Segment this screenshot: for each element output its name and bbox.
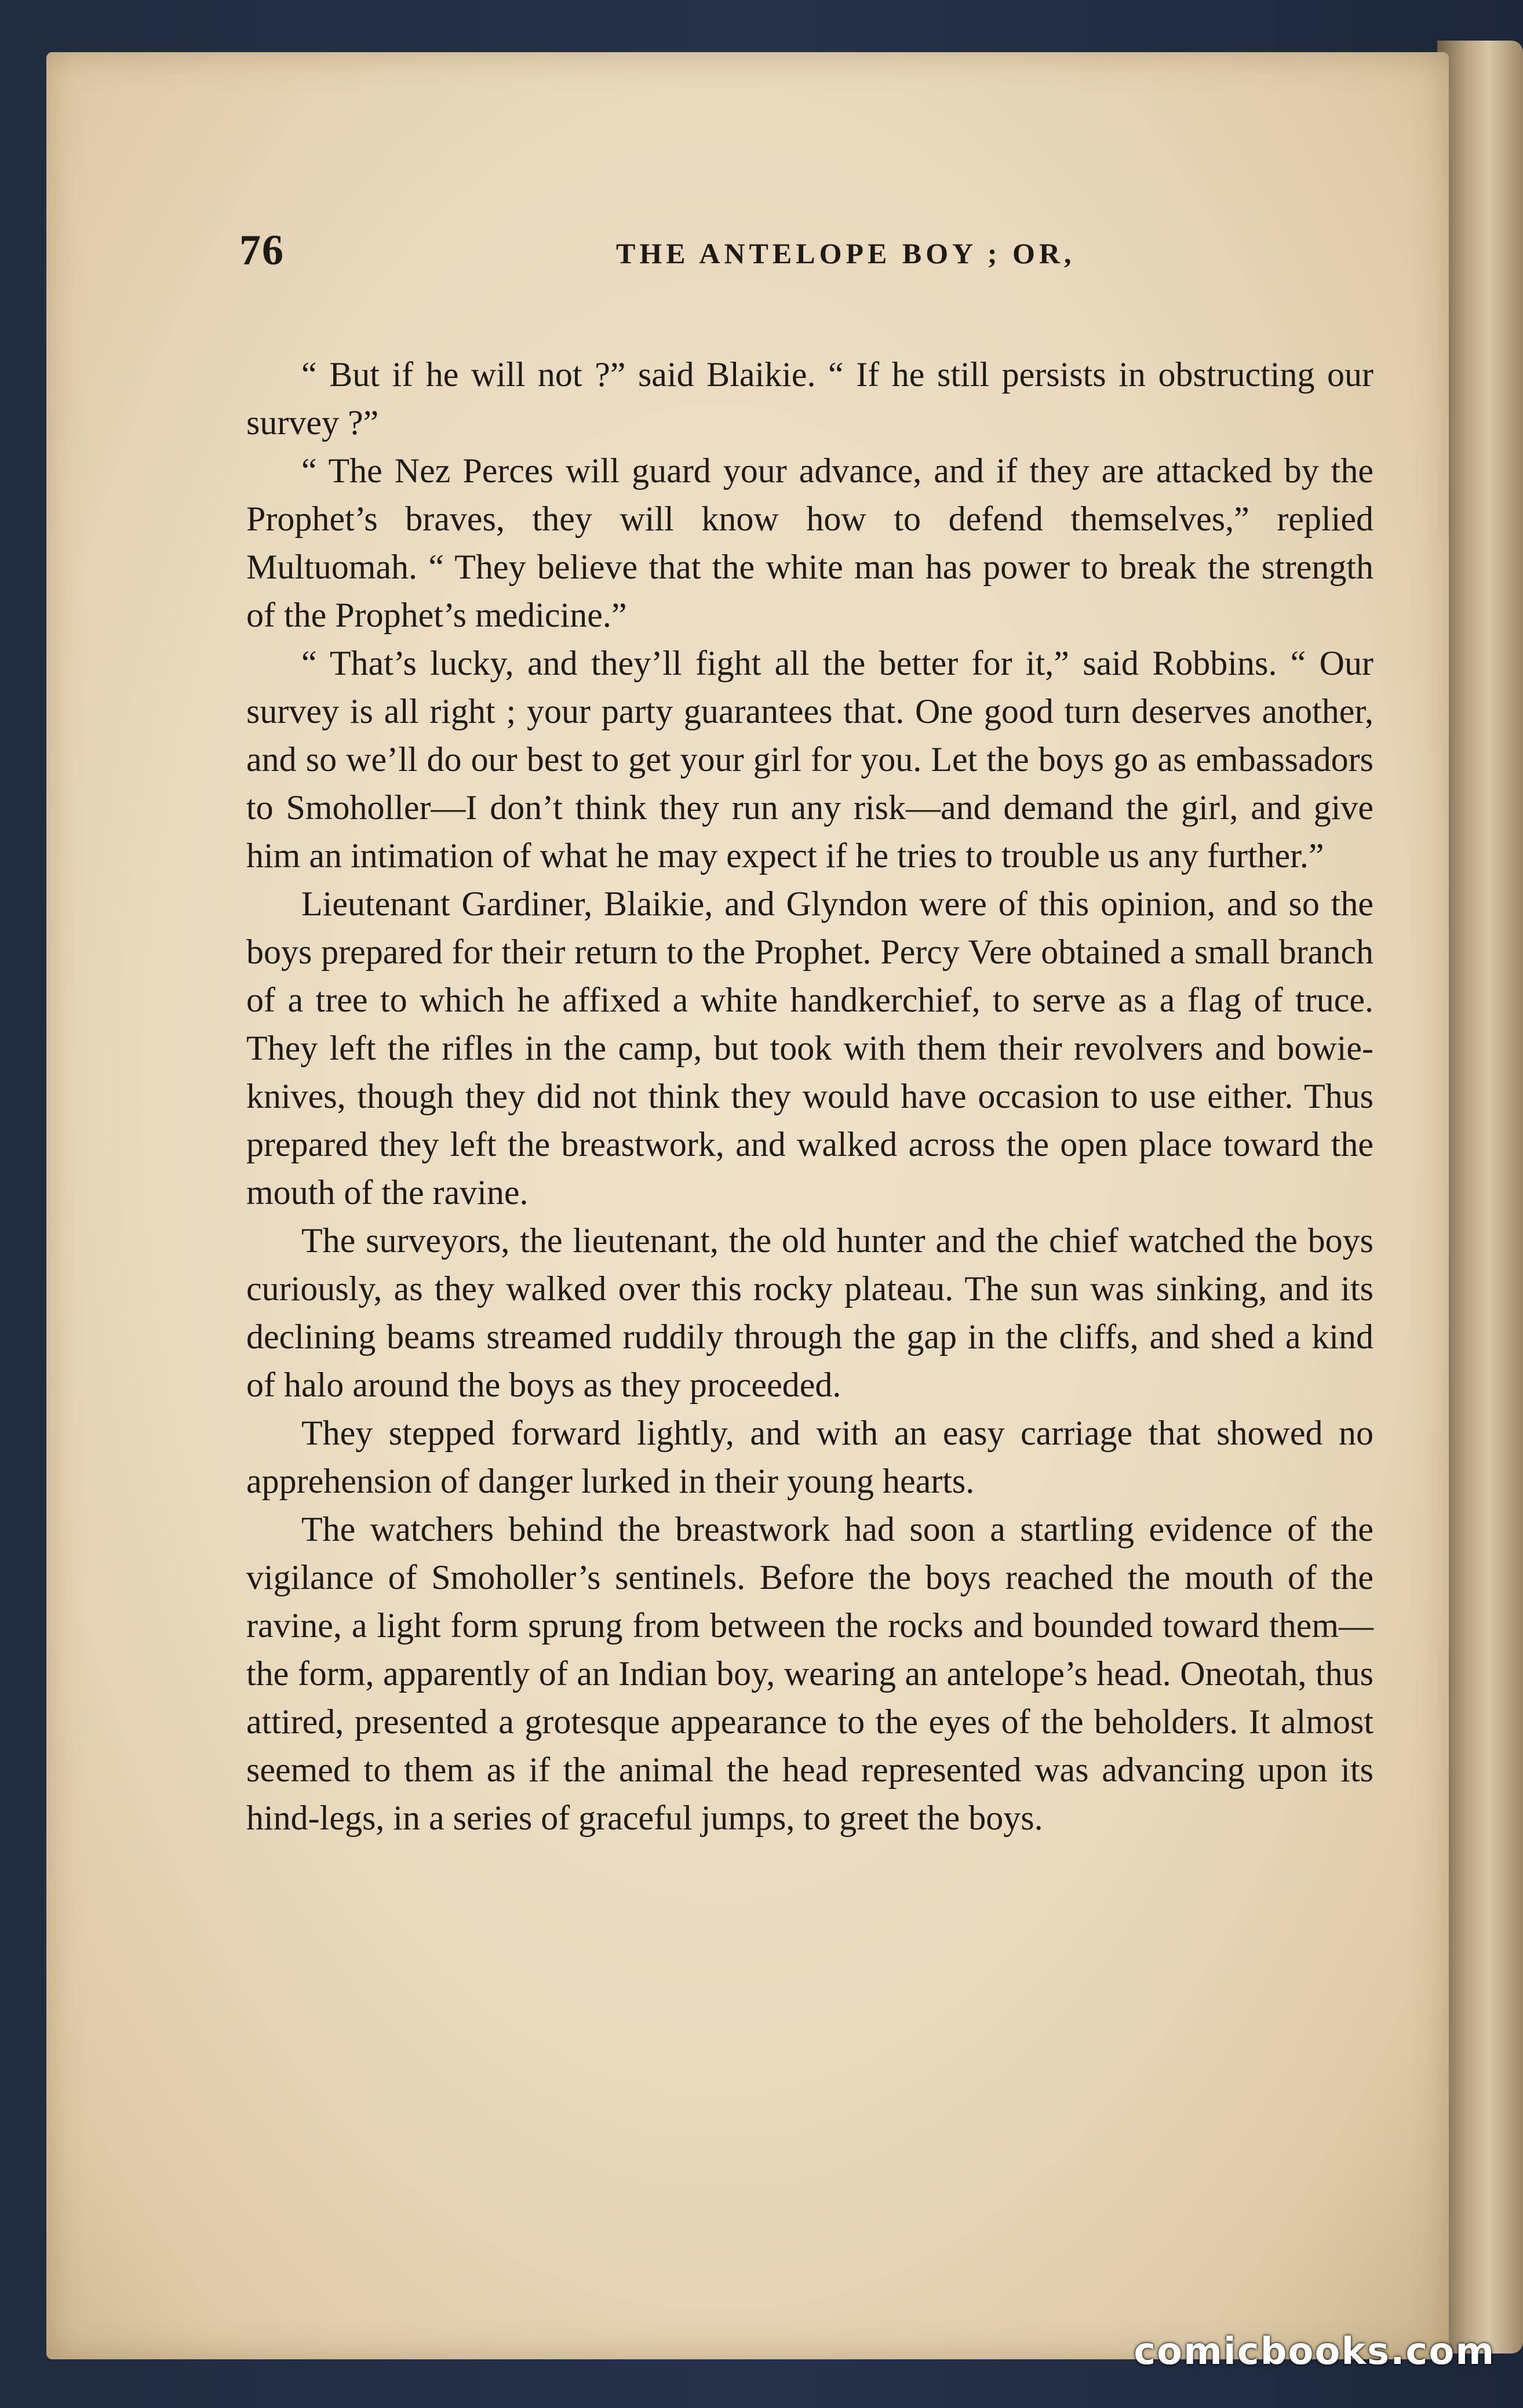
page-number: 76 [239,227,285,274]
paragraph: Lieutenant Gardiner, Blaikie, and Glyndon were of this opinion, and so the boys prepared for their return to the Prophet. Percy Vere obtained a small branch of a tree to which he affixed a white handkerchief, to serve as a flag of truce. They left the rifles in the camp, but took with them their revolvers and bowie-knives, though they did not think they would have occasion to use either. Thus prepared they left the breastwork, and walked across the open place toward the mouth of the ravine. [246,885,1373,1212]
body-text [246,351,1373,1842]
running-head [239,226,1254,296]
paragraph: “ The Nez Perces will guard your advance, and if they are attacked by the Prophet’s braves, they will know how to defend themselves,” replied Multuomah. “ They believe that the white man has power to break the strength of the Prophet’s medicine.” [246,452,1373,634]
paragraph: They stepped forward lightly, and with an easy carriage that showed no apprehension of danger lurked in their young hearts. [246,1414,1373,1500]
page-edge [1437,41,1523,2354]
book-page [46,52,1449,2359]
paragraph: The watchers behind the breastwork had soon a startling evidence of the vigilance of Smoholler’s sentinels. Before the boys reached the mouth of the ravine, a light form sprung from between the rocks and bounded toward them—the form, apparently of an Indian boy, wearing an antelope’s head. Oneotah, thus attired, presented a grotesque appearance to the eyes of the beholders. It almost seemed to them as if the animal the head represented was advancing upon its hind-legs, in a series of graceful jumps, to greet the boys. [246,1510,1373,1837]
paragraph: “ That’s lucky, and they’ll fight all the better for it,” said Robbins. “ Our survey is all right ; your party guarantees that. One good turn deserves another, and so we’ll do our best to get your girl for you. Let the boys go as embassadors to Smoholler—I don’t think they run any risk—and demand the girl, and give him an intimation of what he may expect if he tries to trouble us any further.” [246,644,1373,875]
running-title: THE ANTELOPE BOY ; OR, [616,237,1076,270]
paragraph: The surveyors, the lieutenant, the old hunter and the chief watched the boys curiously, as they walked over this rocky plateau. The sun was sinking, and its declining beams streamed ruddily through the gap in the cliffs, and shed a kind of halo around the boys as they proceeded. [246,1221,1373,1404]
site-watermark: comicbooks.com [1134,2330,1495,2373]
paragraph: “ But if he will not ?” said Blaikie. “ If he still persists in obstructing our survey ?” [246,355,1373,442]
